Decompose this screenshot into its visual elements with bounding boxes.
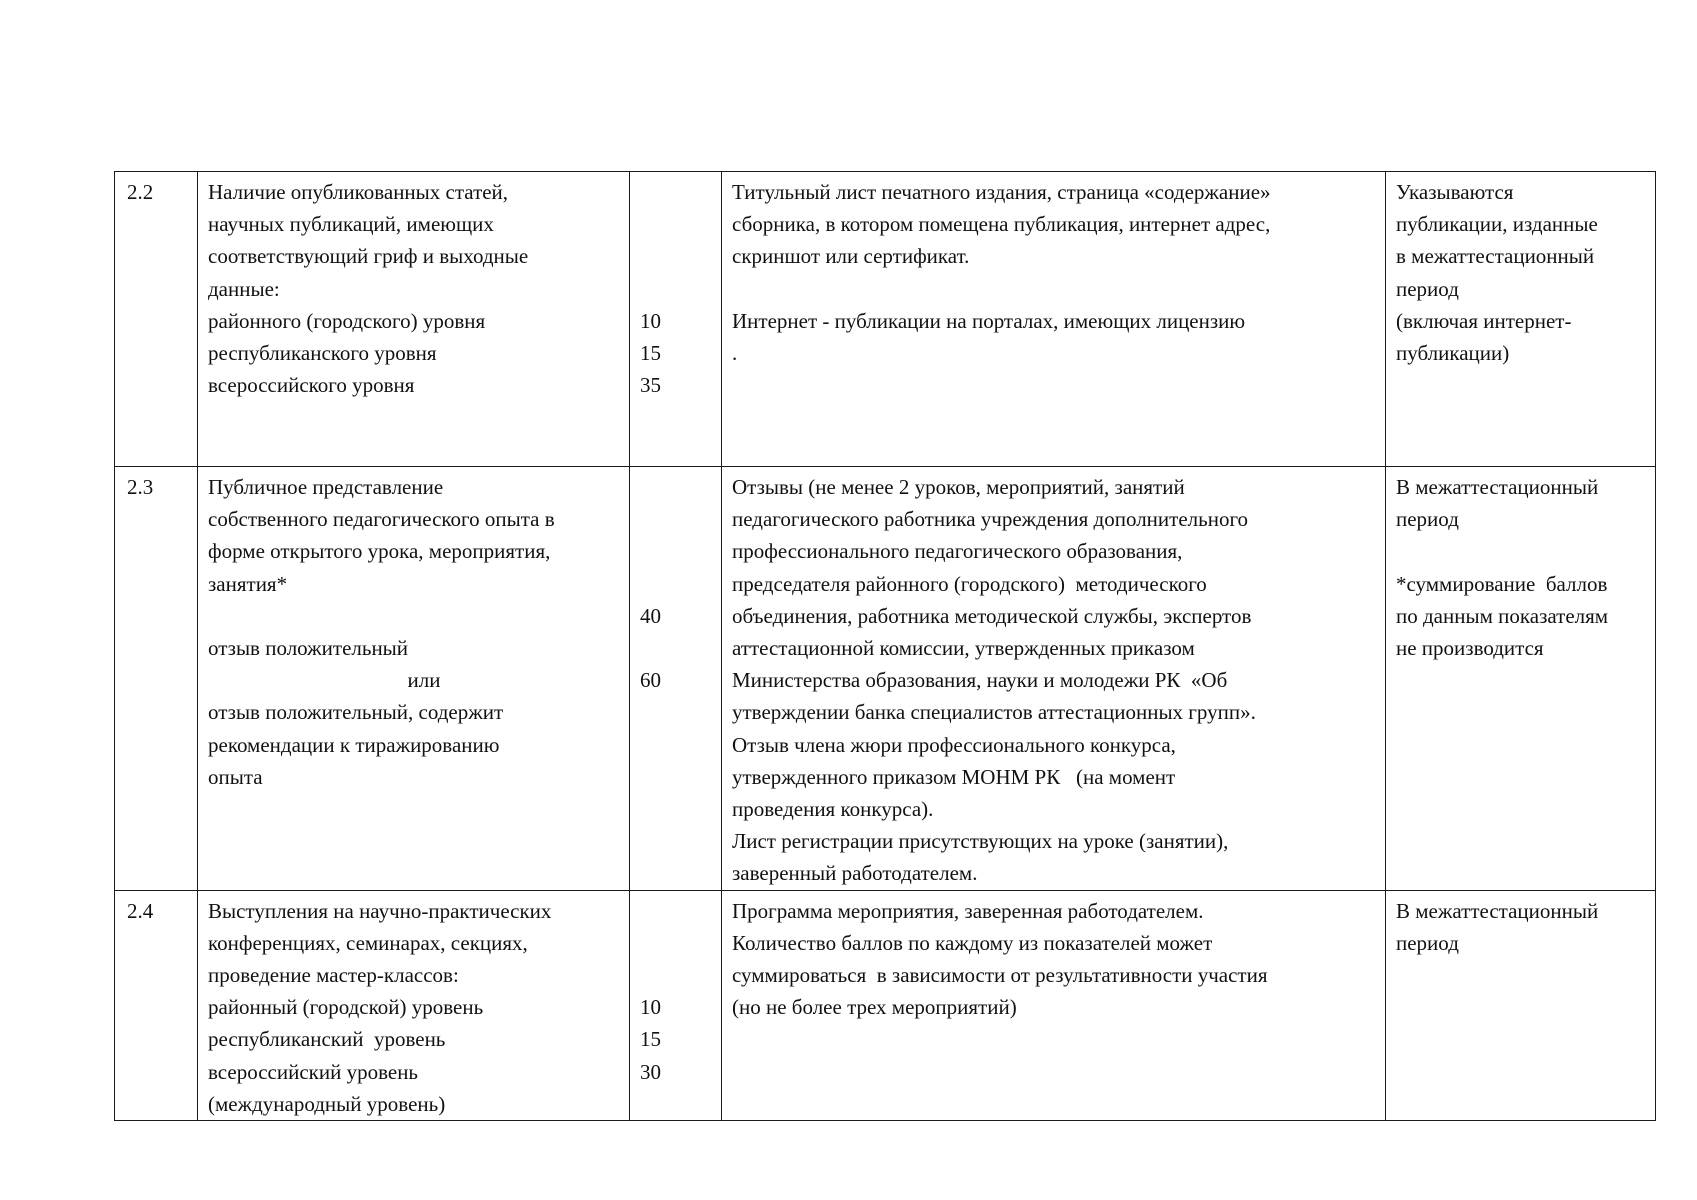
indicator-line: занятия*: [208, 571, 288, 596]
documents-line: Министерства образования, науки и молодежи РК «Об: [732, 668, 1228, 693]
row-number: 2.2: [127, 180, 154, 204]
documents-line: Лист регистрации присутствующих на уроке (занятии),: [732, 829, 1229, 854]
documents-line: Количество баллов по каждому из показателей может: [732, 930, 1213, 955]
table-row: [115, 172, 1656, 467]
indicator-line: данные:: [208, 276, 280, 301]
indicator-line: отзыв положительный, содержит: [208, 700, 504, 725]
table-row: [115, 467, 1656, 891]
notes-line: публикации): [1396, 341, 1510, 366]
indicator-line: соответствующий гриф и выходные: [208, 244, 529, 269]
indicator-line: научных публикаций, имеющих: [208, 212, 494, 237]
notes-line: [1396, 535, 1645, 567]
points-cell: [630, 467, 722, 891]
documents-line: заверенный работодателем.: [732, 861, 978, 886]
documents-line: утвержденного приказом МОНМ РК (на момент: [732, 764, 1176, 789]
documents-line: Интернет - публикации на порталах, имеющих лицензию: [732, 308, 1246, 333]
documents-cell: [722, 172, 1386, 467]
indicator-line: или: [208, 668, 441, 693]
documents-line: сборника, в котором помещена публикация, интернет адрес,: [732, 212, 1271, 237]
points-line: [640, 240, 711, 272]
row-number-cell: [115, 467, 198, 891]
indicator-line: проведение мастер-классов:: [208, 963, 459, 988]
points-line: [640, 895, 711, 927]
indicator-cell: [198, 172, 630, 467]
notes-line: период: [1396, 276, 1459, 301]
row-number-cell: [115, 890, 198, 1120]
indicator-line: всероссийский уровень: [208, 1059, 419, 1084]
documents-line: Отзыв члена жюри профессионального конкурса,: [732, 732, 1176, 757]
indicator-line: форме открытого урока, мероприятия,: [208, 539, 551, 564]
documents-line: Программа мероприятия, заверенная работодателем.: [732, 898, 1204, 923]
points-line: 40: [640, 603, 661, 628]
indicator-line: конференциях, семинарах, секциях,: [208, 930, 528, 955]
points-line: [640, 208, 711, 240]
points-cell: [630, 890, 722, 1120]
points-line: [640, 273, 711, 305]
documents-line: Титульный лист печатного издания, страница «содержание»: [732, 180, 1271, 204]
indicator-line: всероссийского уровня: [208, 373, 415, 398]
notes-line: *суммирование баллов: [1396, 571, 1608, 596]
points-line: [640, 535, 711, 567]
documents-line: (но не более трех мероприятий): [732, 995, 1017, 1020]
indicator-line: районный (городской) уровень: [208, 995, 484, 1020]
indicator-cell: [198, 890, 630, 1120]
points-line: 10: [640, 995, 661, 1020]
points-line: [640, 176, 711, 208]
notes-cell: [1386, 890, 1656, 1120]
notes-line: публикации, изданные: [1396, 212, 1598, 237]
indicator-line: республиканский уровень: [208, 1027, 446, 1052]
points-line: [640, 927, 711, 959]
table-row: [115, 890, 1656, 1120]
points-line: [640, 959, 711, 991]
notes-line: период: [1396, 930, 1459, 955]
documents-line: аттестационной комиссии, утвержденных приказом: [732, 636, 1195, 661]
documents-line: председателя районного (городского) методического: [732, 571, 1207, 596]
indicator-cell: [198, 467, 630, 891]
indicator-line: [208, 600, 619, 632]
indicator-line: рекомендации к тиражированию: [208, 732, 500, 757]
documents-line: объединения, работника методической службы, экспертов: [732, 603, 1252, 628]
indicator-line: Выступления на научно-практических: [208, 898, 552, 923]
criteria-table: [114, 171, 1656, 1121]
points-cell: [630, 172, 722, 467]
documents-line: утверждении банка специалистов аттестационных групп».: [732, 700, 1256, 725]
indicator-line: республиканского уровня: [208, 341, 437, 366]
notes-cell: [1386, 467, 1656, 891]
notes-line: (включая интернет-: [1396, 308, 1572, 333]
points-line: 30: [640, 1059, 661, 1084]
indicator-line: Публичное представление: [208, 475, 444, 499]
documents-line: Отзывы (не менее 2 уроков, мероприятий, занятий: [732, 475, 1185, 499]
documents-cell: [722, 467, 1386, 891]
notes-line: В межаттестационный: [1396, 898, 1599, 923]
notes-cell: [1386, 172, 1656, 467]
indicator-line: собственного педагогического опыта в: [208, 507, 555, 532]
points-line: 15: [640, 1027, 661, 1052]
points-line: [640, 568, 711, 600]
documents-line: скриншот или сертификат.: [732, 244, 970, 269]
documents-line: профессионального педагогического образования,: [732, 539, 1183, 564]
notes-line: В межаттестационный: [1396, 475, 1599, 499]
points-line: 35: [640, 373, 661, 398]
notes-line: период: [1396, 507, 1459, 532]
row-number-cell: [115, 172, 198, 467]
notes-line: Указываются: [1396, 180, 1514, 204]
notes-line: в межаттестационный: [1396, 244, 1595, 269]
points-line: [640, 503, 711, 535]
indicator-line: районного (городского) уровня: [208, 308, 486, 333]
points-line: [640, 632, 711, 664]
documents-line: .: [732, 341, 738, 365]
documents-line: [732, 273, 1375, 305]
notes-line: по данным показателям: [1396, 603, 1609, 628]
documents-line: проведения конкурса).: [732, 797, 934, 822]
documents-cell: [722, 890, 1386, 1120]
indicator-line: (международный уровень): [208, 1091, 446, 1116]
documents-line: суммироваться в зависимости от результативности участия: [732, 963, 1268, 988]
indicator-line: опыта: [208, 764, 263, 789]
row-number: 2.4: [127, 898, 154, 923]
points-line: [640, 471, 711, 503]
points-line: 15: [640, 340, 661, 365]
indicator-line: отзыв положительный: [208, 636, 409, 660]
notes-line: не производится: [1396, 636, 1544, 660]
criteria-table-body: [115, 172, 1656, 1121]
points-line: 10: [640, 308, 661, 333]
documents-line: педагогического работника учреждения дополнительного: [732, 507, 1249, 532]
points-line: 60: [640, 668, 661, 693]
row-number: 2.3: [127, 475, 154, 499]
indicator-line: Наличие опубликованных статей,: [208, 180, 509, 204]
